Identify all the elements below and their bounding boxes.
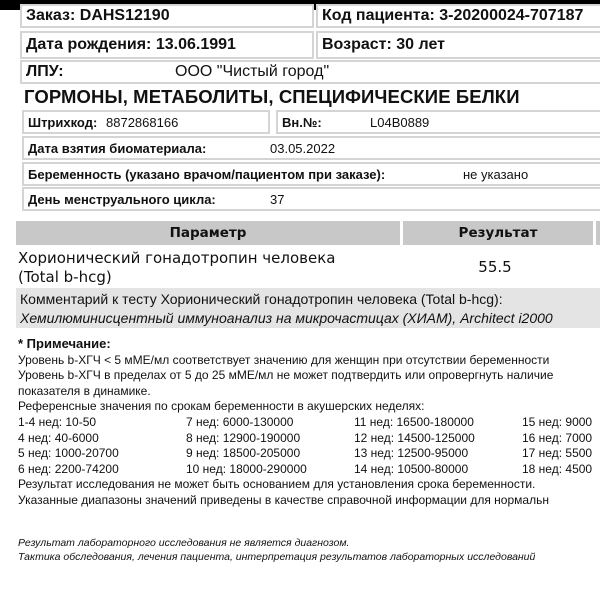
- note-after-line: Указанные диапазоны значений приведены в качестве справочной информации для нормальн: [18, 492, 549, 507]
- note-line: Референсные значения по срокам беременности в акушерских неделях:: [18, 399, 425, 414]
- comment-method: Хемилюминисцентный иммуноанализ на микрочастицах (ХИАМ), Architect i2000: [20, 310, 553, 326]
- patient-code-label: Код пациента:: [322, 7, 435, 24]
- reference-value: 6 нед: 2200-74200: [18, 461, 119, 476]
- reference-value: 14 нед: 10500-80000: [354, 461, 469, 476]
- sample-date-value: 03.05.2022: [270, 140, 336, 156]
- birth-date-label: Дата рождения:: [26, 36, 152, 53]
- patient-code-value: 3-20200024-707187: [439, 7, 584, 24]
- reference-value: 8 нед: 12900-190000: [186, 430, 301, 445]
- reference-value: 18 нед: 4500: [522, 461, 593, 476]
- internal-number-value: L04B0889: [370, 114, 430, 130]
- column-header-parameter: Параметр: [16, 221, 400, 245]
- sample-date-label: Дата взятия биоматериала:: [28, 140, 207, 156]
- test-comment: [16, 288, 600, 328]
- age-value: 30 лет: [396, 36, 445, 53]
- comment-label: Комментарий к тесту Хорионический гонадотропин человека (Total b-hcg):: [20, 291, 503, 307]
- barcode-field: [22, 110, 270, 134]
- reference-values-grid: [18, 415, 600, 477]
- column-header-extra: [596, 221, 600, 245]
- lpu-value: ООО "Чистый город": [175, 63, 330, 80]
- lpu-field: [20, 60, 600, 84]
- reference-value: 13 нед: 12500-95000: [354, 446, 469, 461]
- order-label: Заказ:: [26, 7, 76, 24]
- reference-value: 11 нед: 16500-180000: [354, 414, 474, 429]
- reference-value: 10 нед: 18000-290000: [186, 461, 307, 476]
- reference-value: 17 нед: 5500: [522, 446, 593, 461]
- pregnancy-value: не указано: [463, 166, 529, 182]
- reference-value: 12 нед: 14500-125000: [354, 430, 475, 445]
- internal-number-field: [276, 110, 600, 134]
- reference-value: 16 нед: 7000: [522, 430, 593, 445]
- pregnancy-field: [22, 162, 600, 186]
- note-title: * Примечание:: [18, 336, 111, 351]
- age-label: Возраст:: [322, 36, 392, 53]
- section-title: ГОРМОНЫ, МЕТАБОЛИТЫ, СПЕЦИФИЧЕСКИЕ БЕЛКИ: [24, 86, 520, 107]
- footer-disclaimer: [18, 536, 600, 564]
- reference-value: 5 нед: 1000-20700: [18, 446, 119, 461]
- footer-line: Результат лабораторного исследования не является диагнозом.: [18, 537, 350, 549]
- barcode-label: Штрихкод:: [28, 114, 98, 130]
- order-field: [20, 4, 314, 28]
- order-value: DAHS12190: [79, 7, 170, 24]
- age-field: [316, 31, 600, 59]
- note-section: [18, 336, 600, 509]
- reference-value: 15 нед: 9000: [522, 414, 593, 429]
- parameter-name: Хорионический гонадотропин человека (Total b-hcg): [18, 249, 336, 286]
- note-after-line: Результат исследования не может быть основанием для установления срока беременности.: [18, 477, 536, 492]
- reference-value: 7 нед: 6000-130000: [186, 414, 294, 429]
- reference-value: 4 нед: 40-6000: [18, 430, 99, 445]
- note-line: Уровень b-ХГЧ в пределах от 5 до 25 мМЕ/мл не может подтвердить или опровергнуть наличие: [18, 368, 554, 383]
- birth-date-value: 13.06.1991: [155, 36, 236, 53]
- note-line: Уровень b-ХГЧ < 5 мМЕ/мл соответствует значению для женщин при отсутствии беременности: [18, 352, 550, 367]
- lpu-label: ЛПУ:: [26, 63, 64, 80]
- cycle-day-label: День менструального цикла:: [28, 191, 216, 207]
- column-header-result: Результат: [403, 221, 593, 245]
- cycle-day-field: [22, 187, 600, 211]
- cycle-day-value: 37: [270, 191, 285, 207]
- footer-line: Тактика обследования, лечения пациента, интерпретация результатов лабораторных исследований: [18, 551, 536, 563]
- internal-number-label: Вн.№:: [282, 114, 322, 130]
- result-value: 55.5: [478, 258, 512, 276]
- barcode-value: 8872868166: [106, 114, 179, 130]
- birth-date-field: [20, 31, 314, 59]
- reference-value: 9 нед: 18500-205000: [186, 446, 301, 461]
- patient-code-field: [316, 4, 600, 28]
- note-line: показателя в динамике.: [18, 383, 151, 398]
- reference-value: 1-4 нед: 10-50: [18, 414, 97, 429]
- pregnancy-label: Беременность (указано врачом/пациентом при заказе):: [28, 166, 386, 182]
- sample-date-field: [22, 136, 600, 160]
